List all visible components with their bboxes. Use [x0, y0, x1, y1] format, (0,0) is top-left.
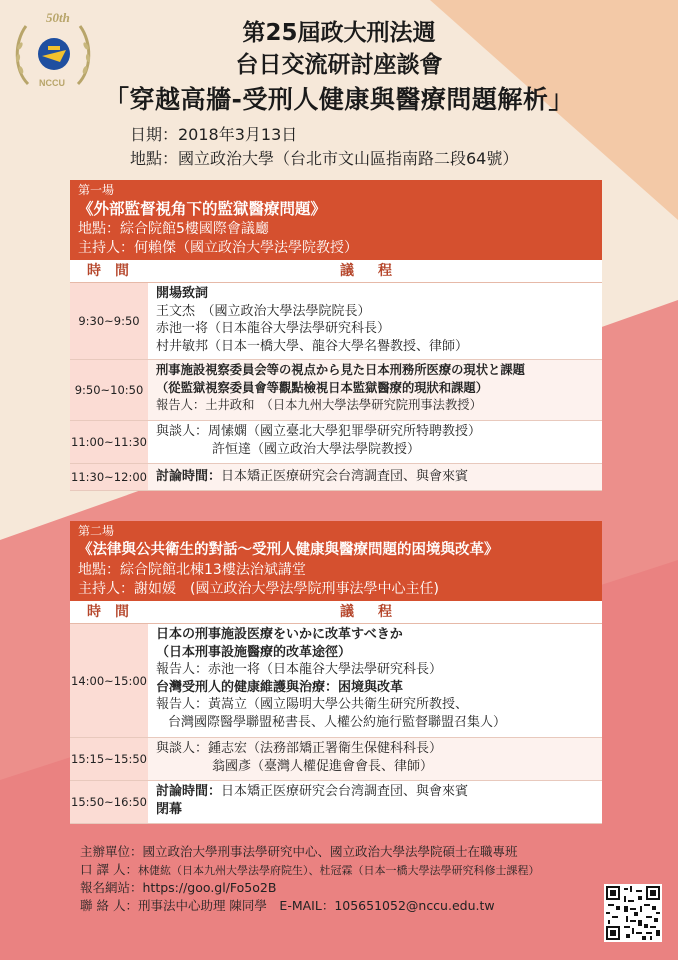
row-line: 討論時間：: [156, 469, 222, 485]
session-host: 主持人：何賴傑（國立政治大學法學院教授）: [78, 240, 358, 256]
row-line: 刑事施設視察委員会等の視点から見た日本刑務所医療の現状と課題: [156, 363, 525, 377]
row-line: （從監獄視察委員會等觀點檢視日本監獄醫療的現狀和課題）: [156, 380, 489, 395]
row-content: [148, 464, 602, 490]
row-line: 日本矯正医療研究会台湾調査団、與會來賓: [221, 784, 469, 799]
row-line: 討論時間：: [156, 784, 222, 799]
session-title: 《外部監督視角下的監獄醫療問題》: [78, 200, 327, 218]
session-host: 主持人：謝如媛 (國立政治大學法學院刑事法學中心主任): [78, 581, 439, 597]
column-headers: [70, 601, 602, 624]
translator-label: 口 譯 人：: [80, 861, 138, 877]
event-place: 地點：國立政治大學（台北市文山區指南路二段64號）: [130, 149, 519, 168]
row-content: [148, 360, 602, 420]
session-label: 第二場: [78, 524, 115, 538]
row-line: 日本の刑事施設医療をいかに改革すべきか: [156, 627, 403, 642]
row-content: [148, 624, 602, 737]
svg-text:50th: 50th: [46, 10, 70, 25]
event-theme: 「穿越高牆-受刑人健康與醫療問題解析」: [104, 85, 574, 114]
session-1-header: [70, 180, 602, 260]
row-time: 11:30~12:00: [70, 464, 148, 490]
row-line: 開場致詞: [156, 286, 209, 301]
event-subtitle: 台日交流研討座談會: [235, 52, 443, 78]
row-line: 赤池一将（日本龍谷大學法學研究科長）: [156, 321, 391, 336]
row-line: （日本刑事設施醫療的改革途徑）: [156, 644, 352, 660]
row-line: 翁國彥（臺灣人權促進會會長、律師）: [212, 758, 434, 774]
session-1: [70, 180, 602, 491]
session-2: [70, 521, 602, 824]
row-time: 9:30~9:50: [70, 283, 148, 359]
row-content: [148, 738, 602, 780]
row-line: 與談人：鍾志宏（法務部矯正署衛生保健科科長）: [156, 741, 443, 756]
agenda-row: [70, 781, 602, 824]
session-venue: 地點：綜合院館北棟13樓法治斌講堂: [78, 562, 306, 578]
session-venue: 地點：綜合院館5樓國際會議廳: [78, 221, 269, 237]
col-time: 時間: [87, 263, 143, 279]
agenda-row: [70, 624, 602, 738]
translator: [80, 861, 539, 880]
row-line: 村井敏邦（日本一橋大學、龍谷大學名譽教授、律師）: [156, 338, 469, 354]
agenda-row: [70, 283, 602, 360]
col-agenda: 議程: [340, 604, 416, 620]
row-time: 9:50~10:50: [70, 360, 148, 420]
footer-info: [80, 843, 539, 914]
col-agenda: 議程: [340, 263, 416, 279]
row-line: 許恒達（國立政治大學法學院教授）: [212, 441, 421, 457]
agenda-row: [70, 421, 602, 464]
row-line: 閉幕: [156, 801, 183, 817]
agenda-row: [70, 738, 602, 781]
event-title: 第25屆政大刑法週: [242, 20, 436, 46]
row-content: [148, 781, 602, 823]
row-time: 14:00~15:00: [70, 624, 148, 737]
svg-text:NCCU: NCCU: [39, 78, 65, 88]
session-label: 第一場: [78, 183, 115, 197]
row-line: 與談人：周愫嫻（國立臺北大學犯罪學研究所特聘教授）: [156, 424, 482, 439]
session-title: 《法律與公共衛生的對話～受刑人健康與醫療問題的困境與改革》: [78, 542, 499, 558]
row-line: 報告人：黃嵩立（國立陽明大學公共衛生研究所教授、: [156, 697, 469, 712]
agenda-rows: [70, 283, 602, 491]
row-line: 台灣國際醫學聯盟秘書長、人權公約施行監督聯盟召集人）: [168, 714, 507, 730]
col-time: 時間: [87, 604, 143, 620]
row-line: 日本矯正医療研究会台湾調査団、與會來賓: [221, 469, 469, 485]
session-2-header: [70, 521, 602, 601]
agenda-row: [70, 464, 602, 491]
contact[interactable]: 聯 絡 人：刑事法中心助理 陳同學 E-MAIL：105651052@nccu.edu.tw: [80, 897, 495, 913]
agenda-row: [70, 360, 602, 421]
translator-names: 林倢紘（日本九州大學法學府院生）、杜冠霖（日本一橋大學法學研究科修士課程）: [137, 863, 540, 877]
row-line: 報告人：赤池一将（日本龍谷大學法學研究科長）: [156, 662, 443, 677]
row-time: 15:50~16:50: [70, 781, 148, 823]
row-line: 台灣受刑人的健康維護與治療：困境與改革: [156, 679, 404, 695]
signup-site[interactable]: 報名網站：https://goo.gl/Fo5o2B: [80, 880, 277, 895]
column-headers: [70, 260, 602, 283]
row-time: 11:00~11:30: [70, 421, 148, 463]
qr-code-icon[interactable]: [604, 884, 662, 942]
organizer: 主辦單位：國立政治大學刑事法學研究中心、國立政治大學法學院碩士在職專班: [80, 844, 518, 859]
event-date: 日期：2018年3月13日: [130, 125, 298, 144]
row-content: [148, 283, 602, 359]
row-line: 王文杰 （國立政治大學法學院院長）: [156, 303, 371, 319]
row-time: 15:15~15:50: [70, 738, 148, 780]
agenda-rows: [70, 624, 602, 824]
row-content: [148, 421, 602, 463]
row-line: 報告人：土井政和 （日本九州大學法學研究院刑事法教授）: [156, 398, 482, 412]
